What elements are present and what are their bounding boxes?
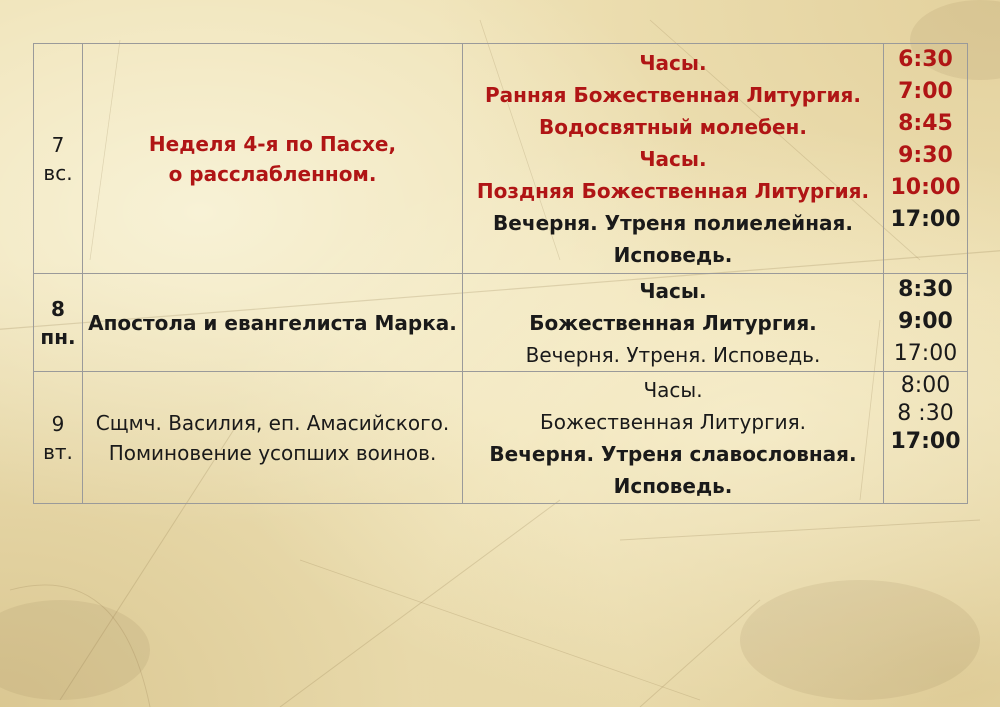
service-item: Часы. <box>639 278 707 303</box>
service-time: 8:30 <box>898 277 953 302</box>
feast-title: Неделя 4-я по Пасхе, <box>148 131 397 156</box>
day-weekday: вс. <box>43 160 73 185</box>
feast-title: о расслабленном. <box>168 161 377 186</box>
schedule-row <box>34 44 968 274</box>
feast-title: Сщмч. Василия, еп. Амасийского. <box>95 410 450 435</box>
service-item: Исповедь. <box>613 242 733 267</box>
service-time: 8:45 <box>898 111 953 136</box>
service-item: Вечерня. Утреня полиелейная. <box>493 210 853 235</box>
day-weekday: пн. <box>40 324 76 349</box>
feast-cell <box>83 274 463 372</box>
schedule-table <box>33 43 968 504</box>
service-item: Вечерня. Утреня. Исповедь. <box>525 342 821 367</box>
service-time: 7:00 <box>898 79 953 104</box>
service-time: 10:00 <box>890 175 961 200</box>
feast-title: Поминовение усопших воинов. <box>108 440 437 465</box>
day-number: 9 <box>51 411 65 436</box>
day-cell <box>34 44 83 274</box>
services-cell <box>463 44 884 274</box>
service-item: Ранняя Божественная Литургия. <box>485 82 861 107</box>
times-cell <box>884 274 968 372</box>
service-item: Поздняя Божественная Литургия. <box>476 178 870 203</box>
service-item: Часы. <box>639 146 707 171</box>
service-time: 17:00 <box>890 207 961 232</box>
day-number: 8 <box>51 296 65 321</box>
service-item: Божественная Литургия. <box>529 310 817 335</box>
day-number: 7 <box>51 132 65 157</box>
services-cell <box>463 372 884 504</box>
service-item: Вечерня. Утреня славословная. <box>489 441 857 466</box>
services-cell <box>463 274 884 372</box>
feast-cell <box>83 372 463 504</box>
schedule-row <box>34 274 968 372</box>
schedule-row <box>34 372 968 504</box>
service-time: 17:00 <box>890 429 961 454</box>
service-item: Исповедь. <box>613 473 733 498</box>
service-item: Божественная Литургия. <box>540 409 806 434</box>
feast-title: Апостола и евангелиста Марка. <box>88 310 457 335</box>
service-item: Часы. <box>639 50 707 75</box>
times-cell <box>884 44 968 274</box>
service-time: 6:30 <box>898 47 953 72</box>
service-item: Часы. <box>643 377 703 402</box>
service-time: 9:30 <box>898 143 953 168</box>
day-weekday: вт. <box>43 439 73 464</box>
service-item: Водосвятный молебен. <box>539 114 807 139</box>
service-time: 8:00 <box>900 373 951 398</box>
service-time: 8 :30 <box>897 401 954 426</box>
feast-cell <box>83 44 463 274</box>
service-time: 17:00 <box>893 341 958 366</box>
day-cell <box>34 274 83 372</box>
times-cell <box>884 372 968 504</box>
service-time: 9:00 <box>898 309 953 334</box>
day-cell <box>34 372 83 504</box>
